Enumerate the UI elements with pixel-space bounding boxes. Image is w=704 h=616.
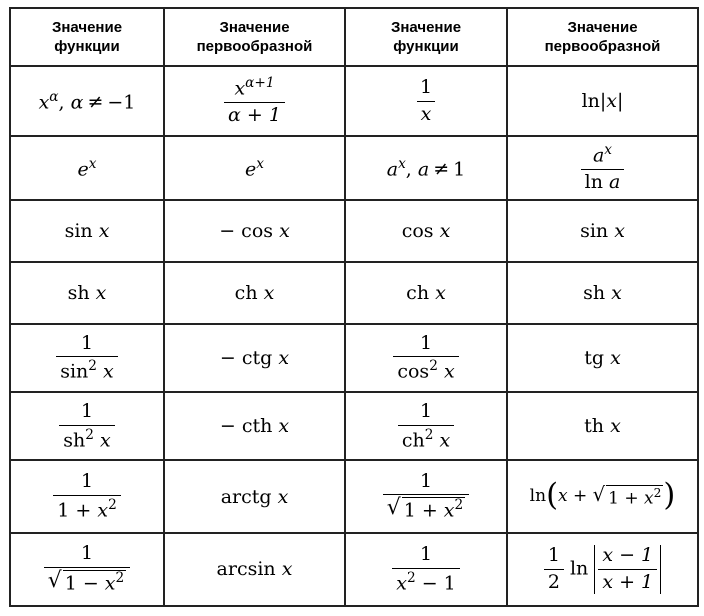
cell-cos-antiderivative: sin x	[507, 200, 698, 262]
table-row	[10, 392, 698, 460]
table-row	[10, 460, 698, 532]
cell-ch-function: ch x	[345, 262, 507, 324]
antiderivative-table	[9, 7, 699, 607]
cell-sin-antiderivative: − cos x	[164, 200, 345, 262]
cell-sh-function: sh x	[10, 262, 164, 324]
cell-reciprocal-antiderivative: ln|x|	[507, 66, 698, 136]
header-antiderivative-2: Значение первообразной	[507, 8, 698, 66]
cell-sh-antiderivative: ch x	[164, 262, 345, 324]
cell-inv-cos2-antiderivative: tg x	[507, 324, 698, 392]
cell-reciprocal-function: $\frac{1}{x}$	[345, 66, 507, 136]
cell-exp-antiderivative: $e^x$	[164, 136, 345, 199]
cell-ax-antiderivative: $\frac{a^x}{\text{ln a}}$	[507, 136, 698, 199]
cell-inv-sqrt-1plusx2-function: 1 √ $1 + x^2$	[345, 460, 507, 532]
table-row	[10, 200, 698, 262]
table-row	[10, 262, 698, 324]
table-row	[10, 324, 698, 392]
table-row	[10, 66, 698, 136]
cell-inv-ch2-function: $\frac{1}{ch^2 x}$	[345, 392, 507, 460]
header-row	[10, 8, 698, 66]
cell-inv-sqrt-1minusx2-function: 1 √ $1 - x^2$	[10, 533, 164, 606]
cell-inv-cos2-function: $\frac{1}{\cos^2 x}$	[345, 324, 507, 392]
cell-inv-sh2-antiderivative: − cth x	[164, 392, 345, 460]
cell-inv-ch2-antiderivative: th x	[507, 392, 698, 460]
cell-arcsin-antiderivative: arcsin x	[164, 533, 345, 606]
cell-power-function: $x^\alpha$, α ≠ −1	[10, 66, 164, 136]
cell-inv-1plusx2-function: $\frac{1}{1 + x^2}$	[10, 460, 164, 532]
cell-half-ln-antiderivative: $\frac{1}{2}$ ln $\frac{x - 1}{x + 1}$	[507, 533, 698, 606]
cell-ln-sqrt-antiderivative: ln(x + √ $1 + x^2$ )	[507, 460, 698, 532]
cell-exp-function: $e^x$	[10, 136, 164, 199]
cell-ch-antiderivative: sh x	[507, 262, 698, 324]
header-antiderivative-1: Значение первообразной	[164, 8, 345, 66]
table-row	[10, 533, 698, 606]
cell-power-antiderivative: $\frac{x^{\alpha+1}}{\alpha + 1}$	[164, 66, 345, 136]
cell-inv-sin2-function: $\frac{1}{\sin^2 x}$	[10, 324, 164, 392]
cell-arctg-antiderivative: arctg x	[164, 460, 345, 532]
cell-cos-function: cos x	[345, 200, 507, 262]
cell-inv-sin2-antiderivative: − ctg x	[164, 324, 345, 392]
header-function-1: Значение функции	[10, 8, 164, 66]
cell-ax-function: $a^x$, a ≠ 1	[345, 136, 507, 199]
cell-inv-sh2-function: $\frac{1}{sh^2 x}$	[10, 392, 164, 460]
cell-sin-function: sin x	[10, 200, 164, 262]
table-row	[10, 136, 698, 199]
header-function-2: Значение функции	[345, 8, 507, 66]
cell-inv-x2minus1-function: $\frac{1}{x^2 - 1}$	[345, 533, 507, 606]
